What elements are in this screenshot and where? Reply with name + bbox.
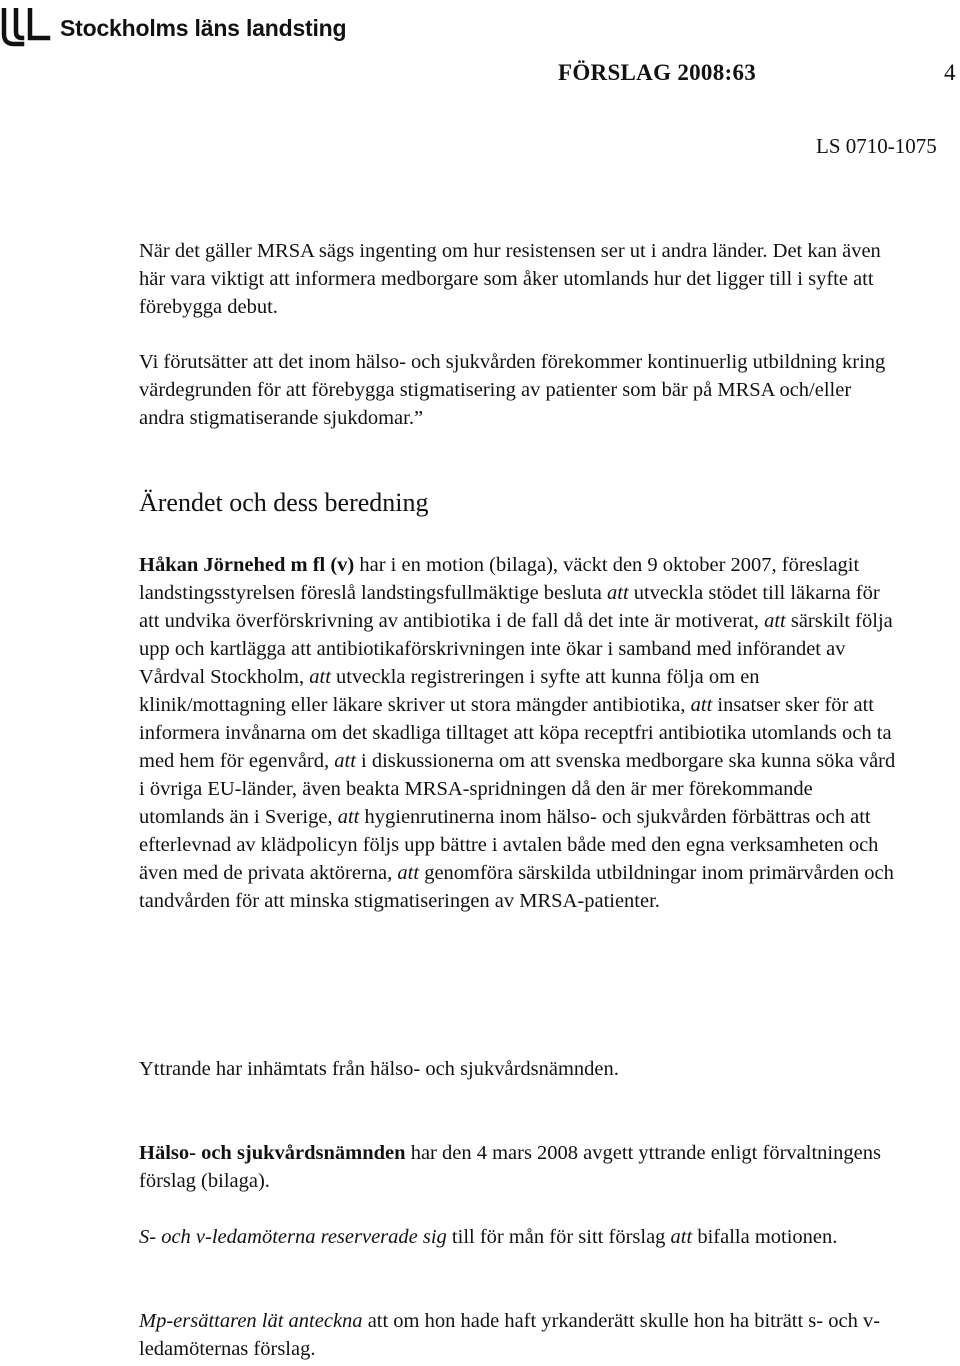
org-name: Stockholms läns landsting bbox=[60, 14, 347, 41]
paragraph-6: S- och v-ledamöterna reserverade sig till för mån för sitt förslag att bifalla motionen. bbox=[139, 1226, 838, 1248]
header-logo bbox=[0, 8, 346, 48]
paragraph-7: Mp-ersättaren lät anteckna att om hon hade haft yrkanderätt skulle hon ha biträtt s- och v-ledamöternas förslag. bbox=[139, 1310, 881, 1360]
paragraph-4: Yttrande har inhämtats från hälso- och sjukvårdsnämnden. bbox=[139, 1058, 619, 1080]
section-heading: Ärendet och dess beredning bbox=[139, 488, 429, 517]
document-title: FÖRSLAG 2008:63 bbox=[558, 60, 757, 85]
paragraph-1: När det gäller MRSA sägs ingenting om hur resistensen ser ut i andra länder. Det kan även här vara viktigt att informera medborgare som åker utomlands hur det ligger till i syfte att förebygga debut. bbox=[139, 240, 881, 318]
paragraph-5: Hälso- och sjukvårdsnämnden har den 4 mars 2008 avgett yttrande enligt förvaltningens förslag (bilaga). bbox=[139, 1142, 881, 1192]
paragraph-motion: Håkan Jörnehed m fl (v) har i en motion (bilaga), väckt den 9 oktober 2007, föreslagit landstingsstyrelsen föreslå landstingsfullmäktige besluta att utveckla stödet till läkarna för att undvika överförskrivning av antibiotika i de fall då det inte är motiverat, att särskilt följa upp och kartlägga att antibiotikaförskrivningen inte ökar i samband med införandet av Vårdval Stockholm, att utveckla registreringen i syfte att kunna följa om en klinik/mottagning eller läkare skriver ut stora mängder antibiotika, att insatser sker för att informera invånarna om det skadliga tilltaget att köpa receptfri antibiotika utomlands och ta med hem för egenvård, att i diskussionerna om att svenska medborgare ska kunna söka vård i övriga EU-länder, även beakta MRSA-spridningen då den är mer förekommande utomlands än i Sverige, att hygienrutinerna inom hälso- och sjukvården förbättras och att efterlevnad av klädpolicyn följs upp bättre i avtalen både med den egna verksamheten och även med de privata aktörerna, att genomföra särskilda utbildningar inom primärvården och tandvården för att minska stigmatiseringen av MRSA-patienter. bbox=[139, 554, 896, 912]
committee-name: Hälso- och sjukvårdsnämnden bbox=[139, 1142, 406, 1164]
motion-author: Håkan Jörnehed m fl (v) bbox=[139, 554, 355, 576]
reference-number: LS 0710-1075 bbox=[816, 134, 937, 158]
page-number: 4 bbox=[944, 60, 956, 85]
sll-logo-icon bbox=[0, 8, 52, 48]
paragraph-2: Vi förutsätter att det inom hälso- och sjukvården förekommer kontinuerlig utbildning kring värdegrunden för att förebygga stigmatisering av patienter som bär på MRSA och/eller andra stigmatiserande sjukdomar.” bbox=[139, 351, 886, 429]
